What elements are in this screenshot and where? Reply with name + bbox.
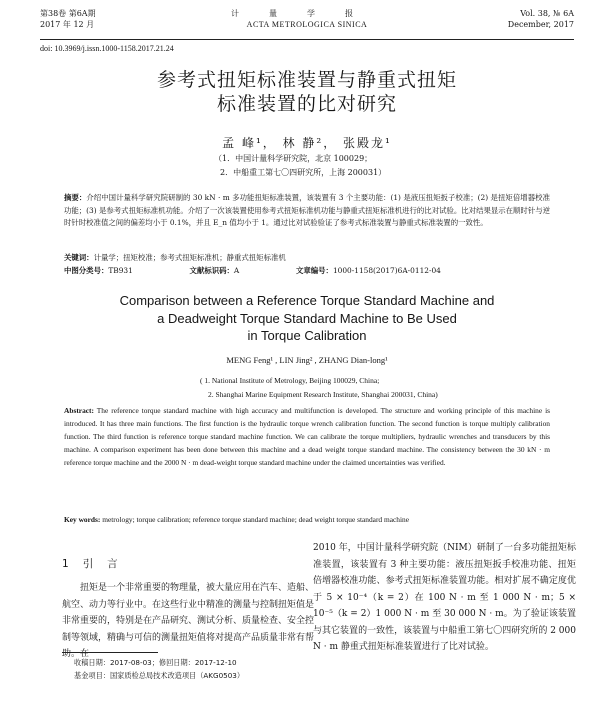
date-cn: 2017 年 12 月 <box>40 20 95 29</box>
abstract-en <box>64 404 550 469</box>
footnote-fund: 基金项目：国家质检总局技术改造项目（AKG0503） <box>74 671 245 680</box>
header-center <box>40 8 574 30</box>
authors-cn: 孟 峰¹， 林 静²， 张殿龙¹ <box>222 136 392 150</box>
affiliation-cn-1: （1．中国计量科学研究院，北京 100029； <box>214 154 373 163</box>
keywords-cn <box>64 252 286 263</box>
keywords-cn-text: 计量学；扭矩校准；参考式扭矩标准机；静重式扭矩标准机 <box>93 253 286 262</box>
article-no-value: 1000-1158(2017)6A-0112-04 <box>332 266 441 275</box>
title-cn-line1: 参考式扭矩标准装置与静重式扭矩 <box>156 69 457 91</box>
journal-title-cn: 计量学报 <box>231 9 383 18</box>
abstract-en-label: Abstract: <box>64 406 94 415</box>
paper-title-en <box>40 292 574 345</box>
authors-en: MENG Feng¹ , LIN Jing² , ZHANG Dian-long¹ <box>226 355 388 365</box>
affiliations-cn <box>214 152 386 180</box>
journal-title-en: ACTA METROLOGICA SINICA <box>246 20 368 29</box>
abstract-cn-label: 摘要： <box>64 193 87 202</box>
doi: doi: 10.3969/j.issn.1000-1158.2017.21.24 <box>40 44 174 53</box>
title-cn-line2: 标准装置的比对研究 <box>216 93 397 115</box>
footnote-received: 收稿日期：2017-08-03；修回日期：2017-12-10 <box>74 658 237 667</box>
volume-issue: 第38卷 第6A期 <box>40 9 96 18</box>
volume-en: Vol. 38, № 6A <box>520 9 574 18</box>
header-right <box>508 8 574 30</box>
header-divider <box>40 39 574 40</box>
title-en-line1: Comparison between a Reference Torque Standard Machine and <box>119 293 495 308</box>
doc-code-value: A <box>233 266 240 275</box>
keywords-en-label: Key words: <box>64 515 101 524</box>
section-heading <box>62 556 132 571</box>
running-header <box>40 8 574 38</box>
classification-line <box>64 265 441 276</box>
section-title: 引言 <box>82 558 132 570</box>
affiliation-en-1: ( 1. National Institute of Metrology, Beijing 100029, China; <box>200 376 380 385</box>
affiliation-en-2: 2. Shanghai Marine Equipment Research Institute, Shanghai 200031, China) <box>208 390 438 399</box>
section-number: 1 <box>62 558 83 570</box>
clc-value: TB931 <box>108 266 133 275</box>
body-right-column: 2010 年，中国计量科学研究院（NIM）研制了一台多功能扭矩标准装置，该装置有 3 种主要功能：液压扭矩扳手校准功能、扭矩倍增器校准功能、参考式扭矩标准装置功能。相对扩展不确定度优于 5 × 10⁻⁴（k = 2）在 100 N · m 至 1 000 N · m；5 × 10⁻⁵（k = 2）1 000 N · m 至 30 000 N · m。为了验证该装置与其它装置的一致性，该装置与中船重工第七〇四研究所的 2 000 N · m 静重式扭矩标准装置进行了比对试验。 <box>313 543 576 652</box>
keywords-cn-label: 关键词： <box>64 253 94 262</box>
affiliation-cn-2: 2．中船重工第七〇四研究所，上海 200031） <box>220 168 387 177</box>
keywords-en-text: metrology; torque calibration; reference torque standard machine; dead weight torque standard machine <box>102 515 409 524</box>
doc-code-label: 文献标识码： <box>189 266 234 275</box>
article-no-label: 文章编号： <box>295 266 333 275</box>
abstract-en-text: The reference torque standard machine with high accuracy and multifunction is developed. The structure and working principle of this machine is introduced. It has three main functions. The first function is the hydraulic torque wrench calibration function. The second function is torque multiply calibration function. The third function is reference torque standard machine function. We can calibrate the torque multipliers, hydraulic wrenches and transducers by this machine. A comparison experiment has been done between this machine and a dead weight torque standard machine. The consistency between the 30 kN · m reference torque machine and the 2000 N · m dead-weight torque standard machine under the claimed uncertainties was verified. <box>64 406 550 468</box>
clc-label: 中图分类号： <box>64 266 109 275</box>
paper-title-cn <box>40 68 574 116</box>
keywords-en <box>64 515 550 524</box>
affiliations-en <box>200 374 438 402</box>
footnote-divider <box>62 652 158 653</box>
abstract-cn-text: 介绍中国计量科学研究院研制的 30 kN · m 多功能扭矩标准装置，该装置有 3 个主要功能：(1) 是液压扭矩扳子校准；(2) 是扭矩倍增器校准功能；(3) 是参考式扭矩标准机功能。介绍了一次该装置使用参考式扭矩标准机功能与静重式扭矩标准机进行的比对试验。比对结果显示在顺时针与逆时针时校准值之间的偏差均小于 0.1%，并且 E_n 值均小于 1。通过比对试验验证了参考式标准装置与静重式标准装置的一致性。 <box>64 193 550 227</box>
title-en-line2: a Deadweight Torque Standard Machine to Be Used <box>157 310 457 326</box>
body-left-column: 扭矩是一个非常重要的物理量，被大量应用在汽车、造船、航空、动力等行业中。在这些行业中精准的测量与控制扭矩值是非常重要的，特别是在产品研究、测试分析、质量检查、安全控制等领域，精确与可信的测量扭矩值将对提高产品质量非常有帮助。在 <box>62 583 315 659</box>
title-en-line3: in Torque Calibration <box>247 328 367 343</box>
date-en: December, 2017 <box>507 20 574 29</box>
abstract-cn <box>64 192 550 230</box>
